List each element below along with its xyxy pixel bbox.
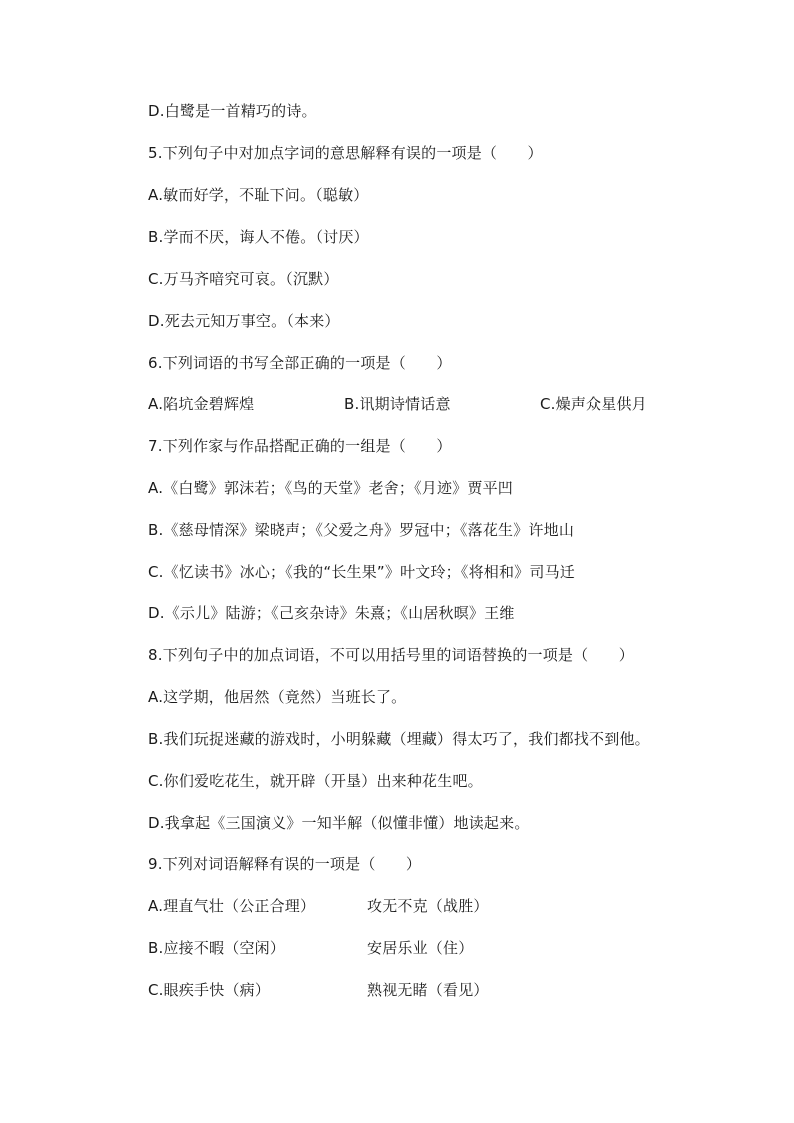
q8-option-b: B.我们玩捉迷藏的游戏时，小明躲藏（埋藏）得太巧了，我们都找不到他。 (148, 730, 650, 748)
q5-option-b: B.学而不厌，诲人不倦。（讨厌） (148, 228, 369, 246)
q9-option-a-right: 攻无不克（战胜） (367, 897, 489, 915)
q7-option-b: B.《慈母情深》梁晓声；《父爱之舟》罗冠中；《落花生》许地山 (148, 521, 575, 539)
q6-option-a: A.陷坑金碧辉煌 (148, 395, 255, 413)
question-9: 9.下列对词语解释有误的一项是（ ） (148, 855, 422, 873)
q7-option-a: A.《白鹭》郭沫若；《鸟的天堂》老舍；《月迹》贾平凹 (148, 479, 513, 497)
q7-option-c: C.《忆读书》冰心；《我的“长生果”》叶文玲；《将相和》司马迁 (148, 563, 575, 581)
q8-option-a: A.这学期，他居然（竟然）当班长了。 (148, 688, 407, 706)
q4-option-d: D.白鹭是一首精巧的诗。 (148, 102, 317, 120)
question-6: 6.下列词语的书写全部正确的一项是（ ） (148, 354, 452, 372)
q9-option-b-right: 安居乐业（住） (367, 939, 474, 957)
q9-option-a-left: A.理直气壮（公正合理） (148, 897, 316, 915)
question-7: 7.下列作家与作品搭配正确的一组是（ ） (148, 437, 452, 455)
q8-option-c: C.你们爱吃花生，就开辟（开垦）出来种花生吧。 (148, 772, 483, 790)
q9-option-c-left: C.眼疾手快（病） (148, 981, 271, 999)
q8-option-d: D.我拿起《三国演义》一知半解（似懂非懂）地读起来。 (148, 814, 530, 832)
question-5: 5.下列句子中对加点字词的意思解释有误的一项是（ ） (148, 144, 543, 162)
q7-option-d: D.《示儿》陆游；《己亥杂诗》朱熹；《山居秋暝》王维 (148, 604, 515, 622)
q5-option-c: C.万马齐喑究可哀。（沉默） (148, 270, 339, 288)
q9-option-b-left: B.应接不暇（空闲） (148, 939, 286, 957)
q9-option-c-right: 熟视无睹（看见） (367, 981, 489, 999)
q5-option-d: D.死去元知万事空。（本来） (148, 312, 340, 330)
q6-option-b: B.讯期诗情话意 (344, 395, 451, 413)
question-8: 8.下列句子中的加点词语，不可以用括号里的词语替换的一项是（ ） (148, 646, 634, 664)
q6-option-c: C.燥声众星供月 (540, 395, 647, 413)
q5-option-a: A.敏而好学，不耻下问。（聪敏） (148, 186, 369, 204)
